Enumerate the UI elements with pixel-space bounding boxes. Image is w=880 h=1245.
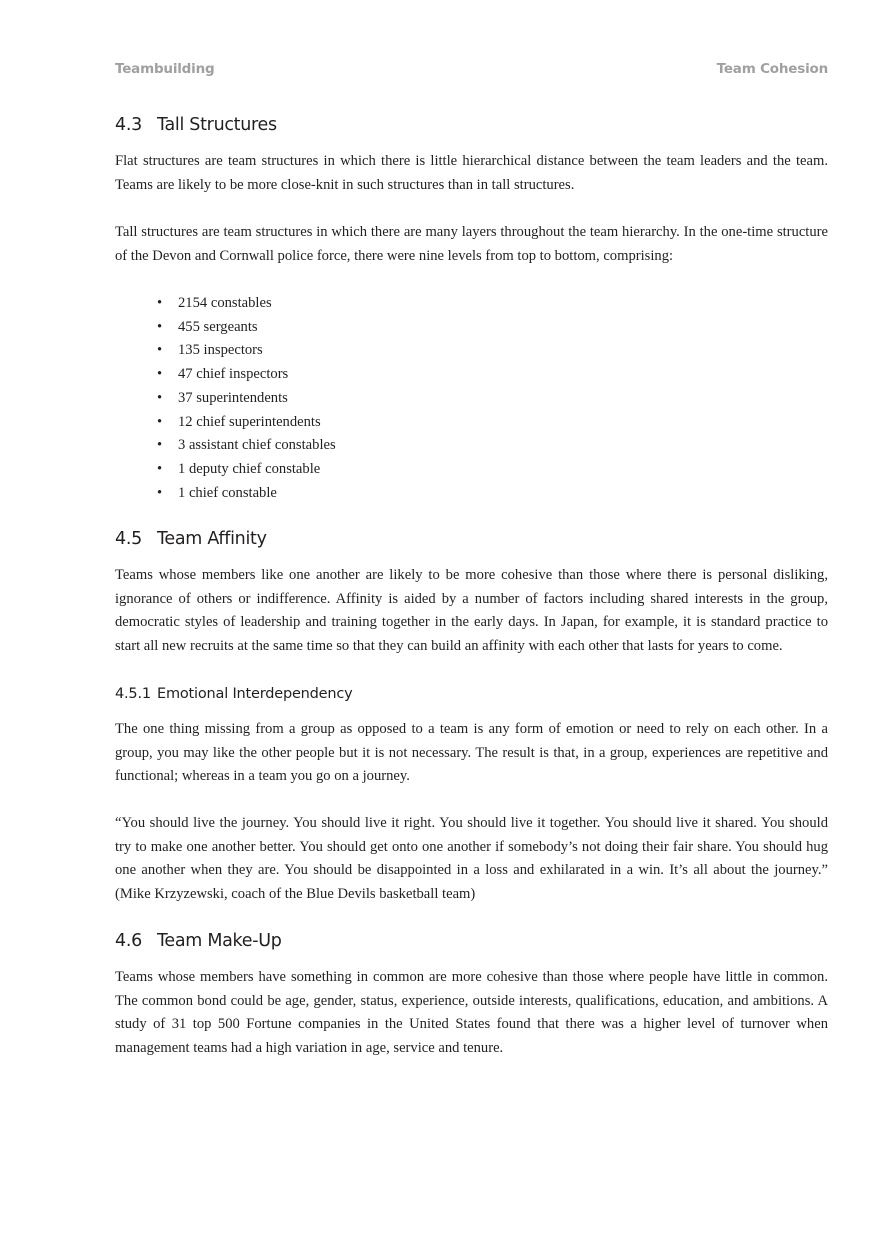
list-item: • 37 superintendents	[115, 387, 828, 411]
section-title: Emotional Interdependency	[157, 686, 353, 702]
list-item: • 1 chief constable	[115, 482, 828, 506]
section-number: 4.5	[115, 529, 142, 549]
section-heading-4-5-1	[115, 683, 828, 705]
section-number: 4.5.1	[115, 686, 151, 702]
section-heading-4-3	[115, 113, 828, 137]
section-title: Team Make-Up	[157, 931, 282, 951]
quote-paragraph: “You should live the journey. You should live it right. You should live it together. You should live it shared. You should try to make one another better. You should get onto one another if somebody’s not doing their fair share. You should hug one another when they are. You should be disappointed in a loss and exhilarated in a win. It’s all about the journey.” (Mike Krzyzewski, coach of the Blue Devils basketball team)	[115, 815, 828, 903]
section-heading-4-5	[115, 527, 828, 551]
list-item: • 2154 constables	[115, 292, 828, 316]
running-header-right: Team Cohesion	[716, 61, 828, 77]
paragraph: Teams whose members like one another are likely to be more cohesive than those where there is personal disliking, ignorance of others or indifference. Affinity is aided by a number of factors including shared interests in the group, democratic styles of leadership and training together in the early days. In Japan, for example, it is standard practice to start all new recruits at the same time so that they can build an affinity with each other that lasts for years to come.	[115, 567, 828, 655]
list-item: • 455 sergeants	[115, 316, 828, 340]
list-item: • 1 deputy chief constable	[115, 458, 828, 482]
section-title: Tall Structures	[157, 115, 277, 135]
section-number: 4.3	[115, 115, 142, 135]
list-item: • 47 chief inspectors	[115, 363, 828, 387]
paragraph: Teams whose members have something in common are more cohesive than those where people have little in common. The common bond could be age, gender, status, experience, outside interests, qualifications, education, and ambitions. A study of 31 top 500 Fortune companies in the United States found that there was a higher level of turnover when management teams had a high variation in age, service and tenure.	[115, 969, 828, 1057]
list-item: • 12 chief superintendents	[115, 411, 828, 435]
paragraph: Tall structures are team structures in which there are many layers throughout the team hierarchy. In the one-time structure of the Devon and Cornwall police force, there were nine levels from top to bottom, comprising:	[115, 224, 828, 264]
running-header-left: Teambuilding	[115, 61, 215, 77]
paragraph: The one thing missing from a group as opposed to a team is any form of emotion or need to rely on each other. In a group, you may like the other people but it is not necessary. The result is that, in a group, experiences are repetitive and functional; whereas in a team you go on a journey.	[115, 721, 828, 785]
list-item: • 135 inspectors	[115, 339, 828, 363]
section-number: 4.6	[115, 931, 142, 951]
section-title: Team Affinity	[157, 529, 267, 549]
paragraph: Flat structures are team structures in which there is little hierarchical distance between the team leaders and the team. Teams are likely to be more close-knit in such structures than in tall structures.	[115, 153, 828, 193]
section-heading-4-6	[115, 929, 828, 953]
list-item: • 3 assistant chief constables	[115, 434, 828, 458]
police-levels-list	[115, 292, 828, 505]
